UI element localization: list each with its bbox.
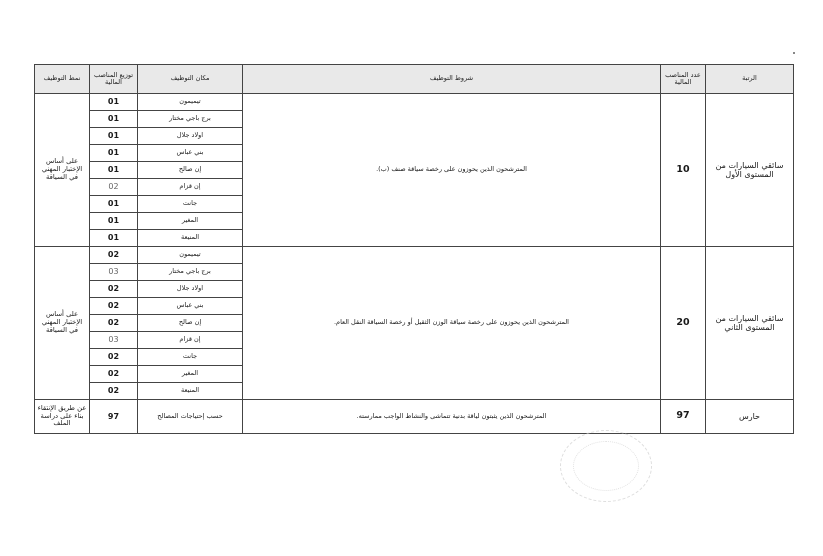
recruitment-mode: على أساس الإختبار المهني في السياقة bbox=[35, 94, 90, 247]
place-name: إن صالح bbox=[138, 162, 243, 179]
official-stamp bbox=[560, 430, 652, 502]
post-count: 01 bbox=[90, 111, 138, 128]
posts-total: 10 bbox=[661, 94, 706, 247]
header-conditions: شروط التوظيف bbox=[243, 65, 661, 94]
post-count: 01 bbox=[90, 94, 138, 111]
post-count: 01 bbox=[90, 162, 138, 179]
header-rank: الرتبة bbox=[706, 65, 794, 94]
table-row bbox=[35, 400, 794, 434]
place-name: جانت bbox=[138, 349, 243, 366]
table-body bbox=[35, 94, 794, 434]
place-name: تيميمون bbox=[138, 247, 243, 264]
place-name: المغير bbox=[138, 213, 243, 230]
recruitment-table bbox=[34, 64, 794, 434]
post-count: 01 bbox=[90, 213, 138, 230]
place-name: اولاد جلال bbox=[138, 281, 243, 298]
post-count: 02 bbox=[90, 349, 138, 366]
place-name: جانت bbox=[138, 196, 243, 213]
place-name: برج باجي مختار bbox=[138, 111, 243, 128]
post-count: 02 bbox=[90, 298, 138, 315]
post-count: 02 bbox=[90, 315, 138, 332]
post-count: 01 bbox=[90, 145, 138, 162]
place-name: اولاد جلال bbox=[138, 128, 243, 145]
place-name: إن قزام bbox=[138, 179, 243, 196]
conditions-text: المترشحون الذين يحوزون على رخصة سياقة الوزن الثقيل أو رخصة السياقة النقل العام. bbox=[243, 247, 661, 400]
post-count: 01 bbox=[90, 128, 138, 145]
post-count: 02 bbox=[90, 281, 138, 298]
post-count: 03 bbox=[90, 332, 138, 349]
post-count: 01 bbox=[90, 196, 138, 213]
place-name: المنيعة bbox=[138, 230, 243, 247]
place-name: إن صالح bbox=[138, 315, 243, 332]
header-distribution: توزيع المناصب المالية bbox=[90, 65, 138, 94]
post-count: 03 bbox=[90, 264, 138, 281]
post-count: 02 bbox=[90, 247, 138, 264]
header-place: مكان التوظيف bbox=[138, 65, 243, 94]
post-count: 02 bbox=[90, 366, 138, 383]
post-count: 01 bbox=[90, 230, 138, 247]
rank-name: سائقي السيارات من المستوى الثاني bbox=[706, 247, 794, 400]
place-name: إن قزام bbox=[138, 332, 243, 349]
header-row bbox=[35, 65, 794, 94]
post-count: 02 bbox=[90, 179, 138, 196]
header-mode: نمط التوظيف bbox=[35, 65, 90, 94]
posts-total: 97 bbox=[661, 400, 706, 434]
place-name: حسب إحتياجات المصالح bbox=[138, 400, 243, 434]
conditions-text: المترشحون الذين يثبتون لياقة بدنية تتماشى والنشاط الواجب ممارسته. bbox=[243, 400, 661, 434]
recruitment-table-sheet bbox=[34, 64, 794, 434]
place-name: برج باجي مختار bbox=[138, 264, 243, 281]
conditions-text: المترشحون الذين يحوزون على رخصة سياقة صنف (ب). bbox=[243, 94, 661, 247]
place-name: بني عباس bbox=[138, 298, 243, 315]
page-mark bbox=[793, 52, 795, 54]
rank-name: حارس bbox=[706, 400, 794, 434]
recruitment-mode: عن طريق الإنتقاء بناء على دراسة الملف bbox=[35, 400, 90, 434]
rank-name: سائقي السيارات من المستوى الأول bbox=[706, 94, 794, 247]
post-count: 02 bbox=[90, 383, 138, 400]
place-name: تيميمون bbox=[138, 94, 243, 111]
header-posts: عدد المناصب المالية bbox=[661, 65, 706, 94]
table-row bbox=[35, 94, 794, 111]
recruitment-mode: على أساس الإختبار المهني في السياقة bbox=[35, 247, 90, 400]
place-name: المنيعة bbox=[138, 383, 243, 400]
posts-total: 20 bbox=[661, 247, 706, 400]
table-row bbox=[35, 247, 794, 264]
place-name: المغير bbox=[138, 366, 243, 383]
place-name: بني عباس bbox=[138, 145, 243, 162]
post-count: 97 bbox=[90, 400, 138, 434]
